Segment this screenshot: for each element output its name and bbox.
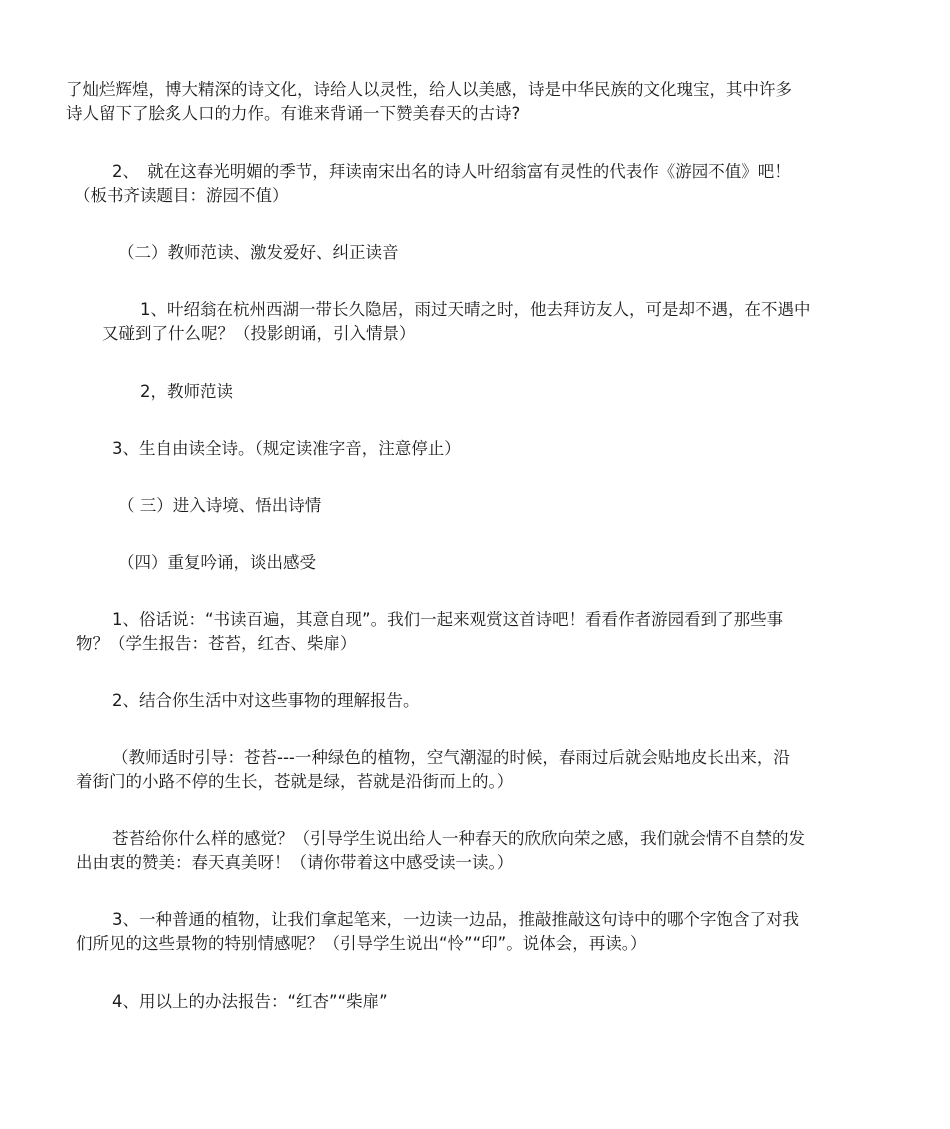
section-heading-3: （ 三）进入诗境、悟出诗情 bbox=[118, 496, 322, 515]
paragraph-4-3-line-2: 们所见的这些景物的特别情感呢？（引导学生说出“怜”“印”。说体会，再读。） bbox=[76, 934, 647, 953]
paragraph-intro-line-2: 诗人留下了脍炙人口的力作。有谁来背诵一下赞美春天的古诗? bbox=[66, 104, 521, 123]
paragraph-teacher-guide-line-2: 着街门的小路不停的生长，苍就是绿，苔就是沿街而上的。） bbox=[76, 772, 514, 791]
paragraph-2-1-line-1: 1、叶绍翁在杭州西湖一带长久隐居，雨过天晴之时，他去拜访友人，可是却不遇，在不遇中 bbox=[140, 300, 811, 319]
paragraph-4-4: 4、用以上的办法报告：“红杏”“柴扉” bbox=[112, 992, 388, 1011]
section-heading-4: （四）重复吟诵，谈出感受 bbox=[118, 553, 316, 572]
paragraph-4-2: 2、结合你生活中对这些事物的理解报告。 bbox=[112, 691, 420, 710]
paragraph-step2-line-2: （板书齐读题目：游园不值） bbox=[74, 186, 289, 205]
paragraph-2-2: 2，教师范读 bbox=[140, 382, 233, 401]
paragraph-2-3: 3、生自由读全诗。（规定读准字音，注意停止） bbox=[112, 439, 461, 458]
paragraph-intro-line-1: 了灿烂辉煌，博大精深的诗文化，诗给人以灵性，给人以美感，诗是中华民族的文化瑰宝，其中许多 bbox=[66, 80, 792, 99]
paragraph-step2-line-1: 2、 就在这春光明媚的季节，拜读南宋出名的诗人叶绍翁富有灵性的代表作《游园不值》吧！ bbox=[112, 162, 791, 181]
section-heading-2: （二）教师范读、激发爱好、纠正读音 bbox=[118, 243, 399, 262]
paragraph-4-1-line-2: 物？（学生报告：苍苔，红杏、柴扉） bbox=[76, 634, 357, 653]
paragraph-teacher-guide-line-1: （教师适时引导：苍苔---一种绿色的植物，空气潮湿的时候，春雨过后就会贴地皮长出来，沿 bbox=[112, 748, 790, 767]
paragraph-4-3-line-1: 3、一种普通的植物，让我们拿起笔来，一边读一边品，推敲推敲这句诗中的哪个字饱含了对我 bbox=[112, 910, 799, 929]
paragraph-2-1-line-2: 又碰到了什么呢？（投影朗诵，引入情景） bbox=[102, 324, 416, 343]
paragraph-4-1-line-1: 1、俗话说：“书读百遍，其意自现”。我们一起来观赏这首诗吧！看看作者游园看到了那些事 bbox=[112, 610, 784, 629]
paragraph-moss-feeling-line-1: 苍苔给你什么样的感觉？（引导学生说出给人一种春天的欣欣向荣之感，我们就会情不自禁的发 bbox=[112, 829, 805, 848]
paragraph-moss-feeling-line-2: 出由衷的赞美：春天真美呀！（请你带着这中感受读一读。） bbox=[76, 853, 514, 872]
